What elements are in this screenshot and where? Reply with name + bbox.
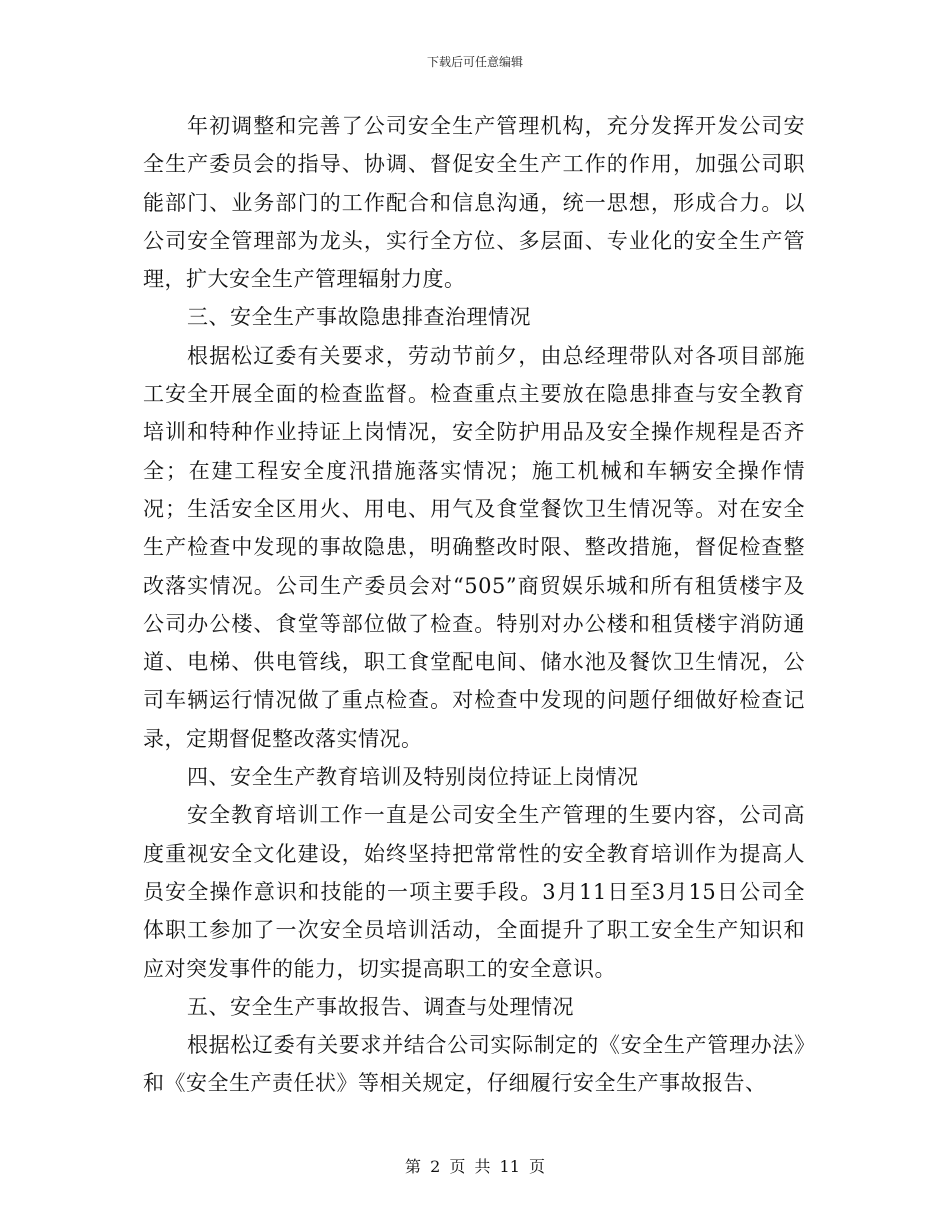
paragraph-accident-reporting: 根据松辽委有关要求并结合公司实际制定的《安全生产管理办法》和《安全生产责任状》等相关规定，仔细履行安全生产事故报告、 bbox=[143, 1033, 805, 1096]
paragraph-safety-training: 安全教育培训工作一直是公司安全生产管理的生要内容，公司高度重视安全文化建设，始终坚持把常常性的安全教育培训作为提高人员安全操作意识和技能的一项主要手段。3月11日至3月15日公司全体职工参加了一次安全员培训活动，全面提升了职工安全生产知识和应对突发事件的能力，切实提高职工的安全意识。 bbox=[143, 803, 805, 981]
section-heading-3: 三、安全生产事故隐患排查治理情况 bbox=[187, 305, 531, 330]
paragraph-hazard-inspection: 根据松辽委有关要求，劳动节前夕，由总经理带队对各项目部施工安全开展全面的检查监督。检查重点主要放在隐患排查与安全教育培训和特种作业持证上岗情况，安全防护用品及安全操作规程是否齐全；在建工程安全度汛措施落实情况；施工机械和车辆安全操作情况；生活安全区用火、用电、用气及食堂餐饮卫生情况等。对在安全生产检查中发现的事故隐患，明确整改时限、整改措施，督促检查整改落实情况。公司生产委员会对“505”商贸娱乐城和所有租赁楼宇及公司办公楼、食堂等部位做了检查。特别对办公楼和租赁楼宇消防通道、电梯、供电管线，职工食堂配电间、储水池及餐饮卫生情况，公司车辆运行情况做了重点检查。对检查中发现的问题仔细做好检查记录，定期督促整改落实情况。 bbox=[143, 343, 805, 751]
page-header-note: 下载后可任意编辑 bbox=[426, 55, 523, 69]
section-heading-4: 四、安全生产教育培训及特别岗位持证上岗情况 bbox=[187, 765, 639, 790]
paragraph-safety-organization: 年初调整和完善了公司安全生产管理机构，充分发挥开发公司安全生产委员会的指导、协调、督促安全生产工作的作用，加强公司职能部门、业务部门的工作配合和信息沟通，统一思想，形成合力。以公司安全管理部为龙头，实行全方位、多层面、专业化的安全生产管理，扩大安全生产管理辐射力度。 bbox=[143, 114, 805, 292]
document-body bbox=[143, 107, 805, 1103]
page-number: 第 2 页 共 11 页 bbox=[405, 1157, 545, 1176]
section-heading-5: 五、安全生产事故报告、调查与处理情况 bbox=[187, 994, 574, 1019]
